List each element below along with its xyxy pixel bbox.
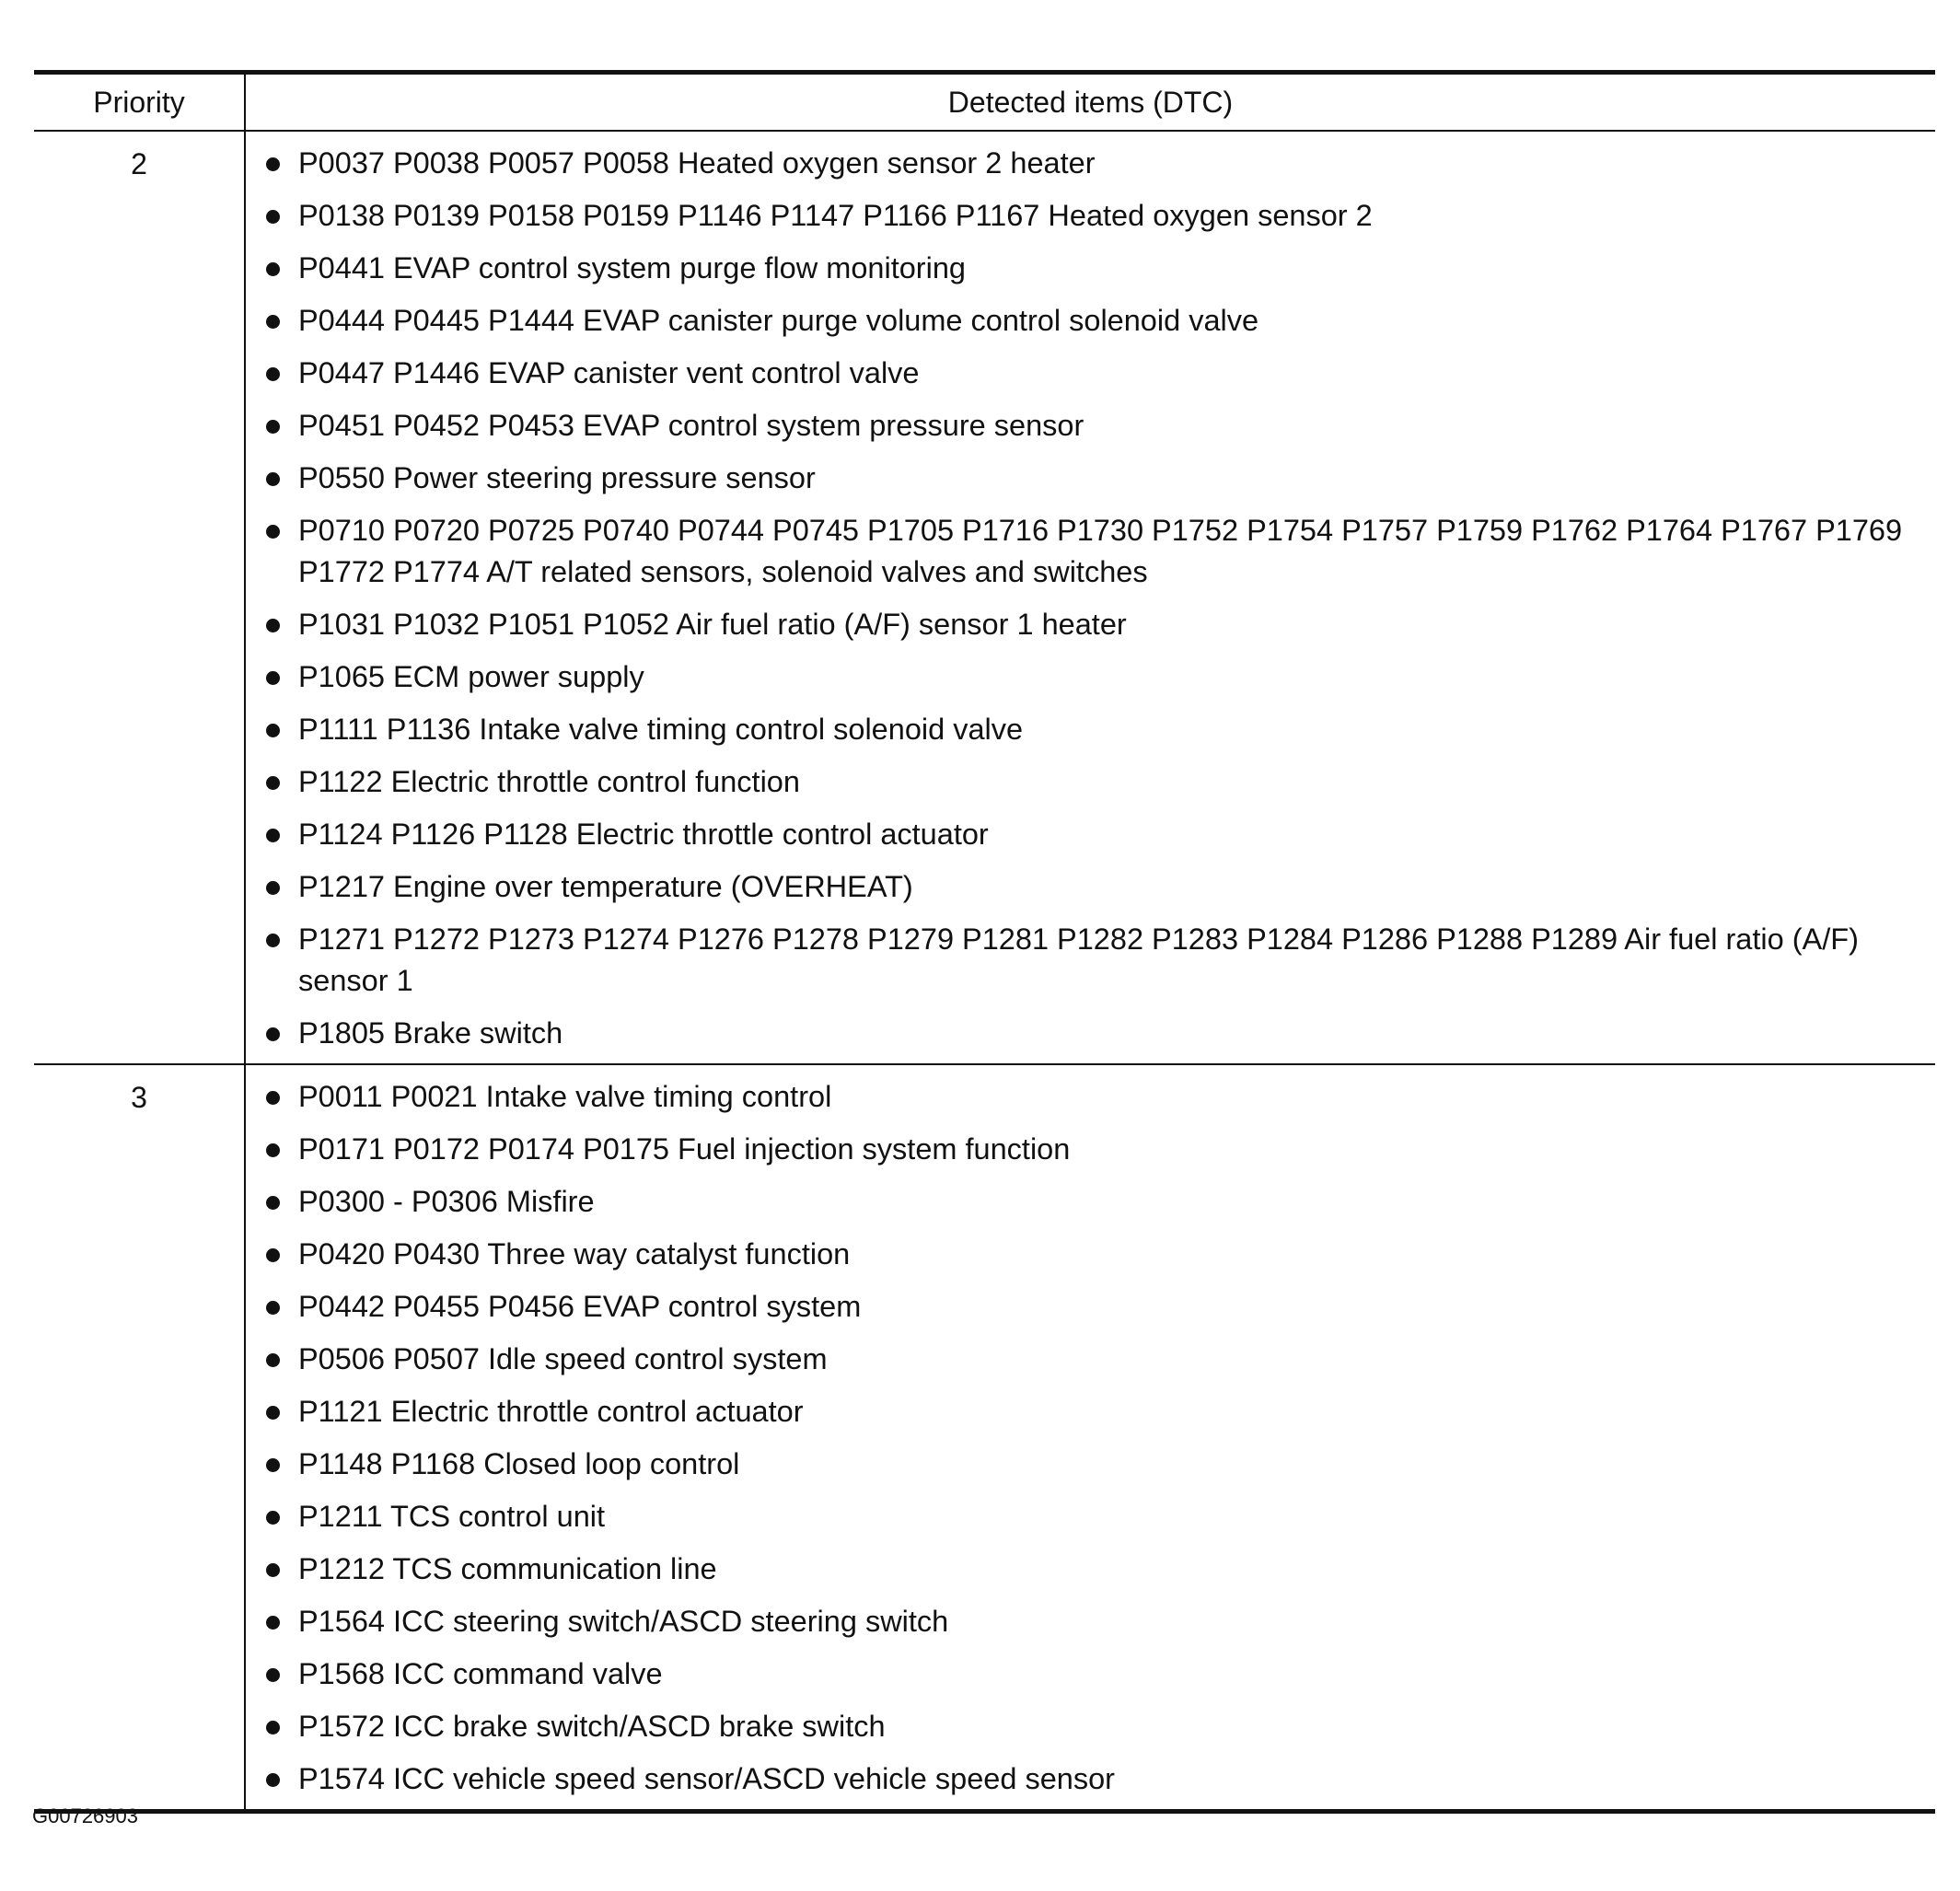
dtc-item-text: P0171 P0172 P0174 P0175 Fuel injection system function bbox=[298, 1132, 1071, 1166]
dtc-item-text: P0441 EVAP control system purge flow monitoring bbox=[298, 251, 966, 284]
priority-3-item-list bbox=[246, 1076, 1928, 1800]
dtc-list-item bbox=[246, 604, 1928, 645]
priority-2-item-list bbox=[246, 143, 1928, 1054]
bullet-icon bbox=[266, 472, 280, 486]
bullet-icon bbox=[266, 1027, 280, 1041]
bullet-icon bbox=[266, 315, 280, 329]
bullet-icon bbox=[266, 1563, 280, 1577]
bullet-icon bbox=[266, 1511, 280, 1525]
dtc-item-text: P0506 P0507 Idle speed control system bbox=[298, 1342, 828, 1375]
dtc-item-text: P0138 P0139 P0158 P0159 P1146 P1147 P1166 P1167 Heated oxygen sensor 2 bbox=[298, 199, 1373, 232]
priority-2-cell: 2 bbox=[34, 131, 245, 1064]
bullet-icon bbox=[266, 1406, 280, 1420]
dtc-item-text: P0451 P0452 P0453 EVAP control system pressure sensor bbox=[298, 409, 1084, 442]
bullet-icon bbox=[266, 776, 280, 790]
dtc-priority-table bbox=[34, 70, 1935, 1814]
dtc-list-item bbox=[246, 1601, 1928, 1642]
dtc-list-item bbox=[246, 195, 1928, 237]
bullet-icon bbox=[266, 210, 280, 224]
dtc-list-item bbox=[246, 761, 1928, 803]
figure-code: G00726903 bbox=[32, 1804, 138, 1827]
dtc-list-item bbox=[246, 1706, 1928, 1747]
dtc-list-item bbox=[246, 1653, 1928, 1695]
bullet-icon bbox=[266, 157, 280, 171]
dtc-item-text: P1111 P1136 Intake valve timing control solenoid valve bbox=[298, 713, 1024, 746]
bullet-icon bbox=[266, 1248, 280, 1262]
bullet-icon bbox=[266, 1616, 280, 1630]
dtc-list-item bbox=[246, 143, 1928, 184]
dtc-item-text: P1121 Electric throttle control actuator bbox=[298, 1395, 804, 1428]
dtc-item-text: P1148 P1168 Closed loop control bbox=[298, 1447, 740, 1480]
dtc-list-item bbox=[246, 1339, 1928, 1380]
priority-3-items-cell bbox=[245, 1064, 1935, 1812]
dtc-list-item bbox=[246, 1391, 1928, 1433]
dtc-list-item bbox=[246, 1549, 1928, 1590]
dtc-list-item bbox=[246, 919, 1928, 1002]
dtc-item-text: P0710 P0720 P0725 P0740 P0744 P0745 P1705 P1716 P1730 P1752 P1754 P1757 P1759 P1762 P1764 P1767 P1769 P1772 P1774 A/T related sensors, solenoid valves and switches bbox=[298, 514, 1903, 588]
dtc-item-text: P0011 P0021 Intake valve timing control bbox=[298, 1080, 832, 1113]
dtc-item-text: P1564 ICC steering switch/ASCD steering switch bbox=[298, 1605, 949, 1638]
dtc-item-text: P1271 P1272 P1273 P1274 P1276 P1278 P1279 P1281 P1282 P1283 P1284 P1286 P1288 P1289 Air fuel ratio (A/F) sensor 1 bbox=[298, 922, 1859, 997]
bullet-icon bbox=[266, 1668, 280, 1682]
dtc-item-text: P0550 Power steering pressure sensor bbox=[298, 461, 816, 494]
dtc-item-text: P0447 P1446 EVAP canister vent control valve bbox=[298, 356, 920, 389]
bullet-icon bbox=[266, 525, 280, 539]
priority-2-row bbox=[34, 131, 1935, 1064]
dtc-item-text: P0442 P0455 P0456 EVAP control system bbox=[298, 1290, 862, 1323]
dtc-item-text: P0444 P0445 P1444 EVAP canister purge volume control solenoid valve bbox=[298, 304, 1259, 337]
dtc-item-text: P1217 Engine over temperature (OVERHEAT) bbox=[298, 870, 913, 903]
dtc-item-text: P0037 P0038 P0057 P0058 Heated oxygen sensor 2 heater bbox=[298, 146, 1096, 180]
dtc-item-text: P1805 Brake switch bbox=[298, 1016, 563, 1050]
detected-items-column-header: Detected items (DTC) bbox=[947, 85, 1234, 119]
bullet-icon bbox=[266, 1458, 280, 1472]
dtc-list-item bbox=[246, 248, 1928, 289]
dtc-item-text: P1212 TCS communication line bbox=[298, 1552, 717, 1585]
dtc-list-item bbox=[246, 1758, 1928, 1800]
dtc-list-item bbox=[246, 1286, 1928, 1328]
bullet-icon bbox=[266, 934, 280, 947]
bullet-icon bbox=[266, 1196, 280, 1210]
bullet-icon bbox=[266, 420, 280, 434]
bullet-icon bbox=[266, 829, 280, 842]
priority-column-header: Priority bbox=[34, 73, 245, 132]
dtc-list-item bbox=[246, 1129, 1928, 1170]
dtc-list-item bbox=[246, 1181, 1928, 1223]
dtc-list-item bbox=[246, 1234, 1928, 1275]
dtc-list-item bbox=[246, 1496, 1928, 1537]
dtc-item-text: P1122 Electric throttle control function bbox=[298, 765, 800, 798]
priority-3-cell: 3 bbox=[34, 1064, 245, 1812]
dtc-item-text: P1124 P1126 P1128 Electric throttle control actuator bbox=[298, 818, 989, 851]
priority-2-items-cell bbox=[245, 131, 1935, 1064]
dtc-item-text: P1211 TCS control unit bbox=[298, 1500, 606, 1533]
dtc-item-text: P0300 - P0306 Misfire bbox=[298, 1185, 595, 1218]
dtc-list-item bbox=[246, 1444, 1928, 1485]
dtc-item-text: P1574 ICC vehicle speed sensor/ASCD vehicle speed sensor bbox=[298, 1762, 1116, 1795]
dtc-item-text: P1031 P1032 P1051 P1052 Air fuel ratio (A/F) sensor 1 heater bbox=[298, 608, 1127, 641]
dtc-list-item bbox=[246, 458, 1928, 499]
dtc-list-item bbox=[246, 656, 1928, 698]
dtc-list-item bbox=[246, 709, 1928, 750]
bullet-icon bbox=[266, 1721, 280, 1734]
bullet-icon bbox=[266, 671, 280, 685]
dtc-list-item bbox=[246, 300, 1928, 342]
bullet-icon bbox=[266, 1143, 280, 1157]
dtc-list-item bbox=[246, 353, 1928, 394]
bullet-icon bbox=[266, 881, 280, 895]
dtc-list-item bbox=[246, 510, 1928, 593]
dtc-item-text: P1568 ICC command valve bbox=[298, 1657, 663, 1690]
bullet-icon bbox=[266, 367, 280, 381]
dtc-item-text: P1065 ECM power supply bbox=[298, 660, 644, 693]
bullet-icon bbox=[266, 1301, 280, 1315]
bullet-icon bbox=[266, 1091, 280, 1105]
dtc-list-item bbox=[246, 405, 1928, 447]
bullet-icon bbox=[266, 262, 280, 276]
dtc-list-item bbox=[246, 1013, 1928, 1054]
priority-3-row bbox=[34, 1064, 1935, 1812]
dtc-list-item bbox=[246, 866, 1928, 908]
table-header-row bbox=[34, 73, 1935, 132]
dtc-list-item bbox=[246, 1076, 1928, 1118]
dtc-list-item bbox=[246, 814, 1928, 855]
bullet-icon bbox=[266, 619, 280, 632]
dtc-item-text: P1572 ICC brake switch/ASCD brake switch bbox=[298, 1710, 886, 1743]
bullet-icon bbox=[266, 724, 280, 737]
bullet-icon bbox=[266, 1773, 280, 1787]
bullet-icon bbox=[266, 1353, 280, 1367]
dtc-item-text: P0420 P0430 Three way catalyst function bbox=[298, 1237, 851, 1270]
